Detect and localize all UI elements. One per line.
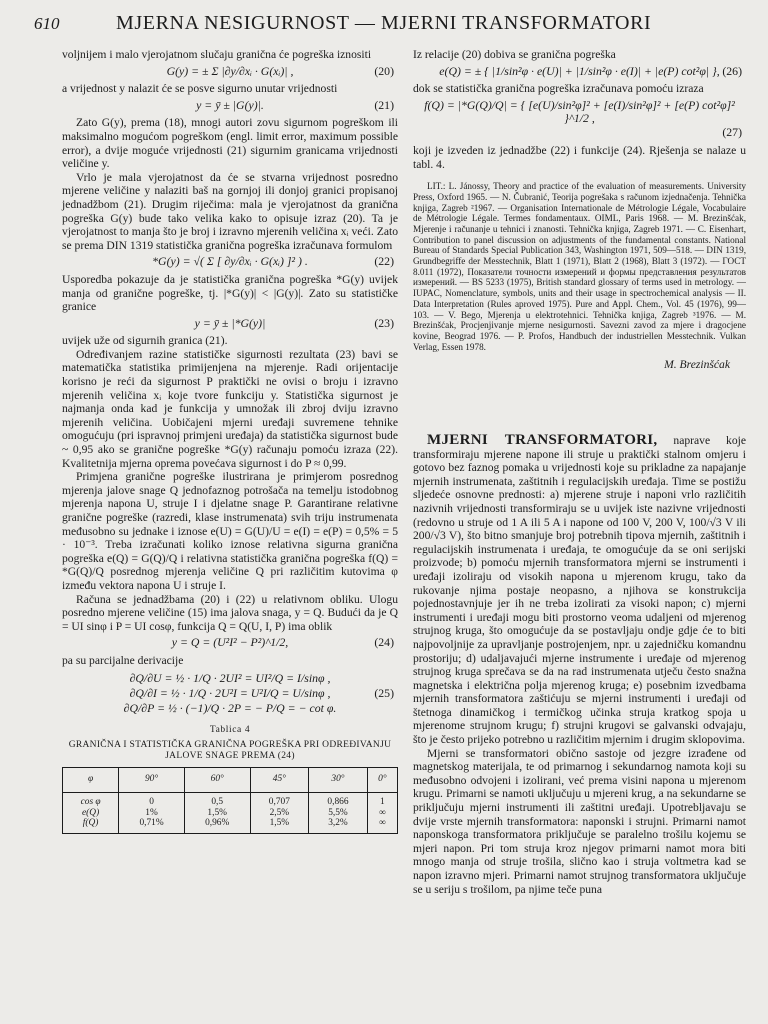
paragraph: a vrijednost y nalazit će se posve sigurno unutar vrijednosti xyxy=(62,82,338,96)
cell-value: 0,71% xyxy=(139,818,164,829)
table-cell xyxy=(184,793,250,834)
equation-text: y = ȳ ± |*G(y)| xyxy=(194,315,266,330)
equation-number: (23) xyxy=(374,315,394,330)
table-cell xyxy=(309,793,368,834)
paragraph: koji je izveden iz jednadžbe (22) i funkcije (24). Rješenja se nalaze u tabl. 4. xyxy=(413,143,746,171)
equation-24 xyxy=(62,636,398,650)
table-header: 60° xyxy=(184,768,250,793)
cell-value: 0,96% xyxy=(205,818,230,829)
equation-line: ∂Q/∂I = ½ · 1/Q · 2U²I = U²I/Q = U/sinφ , xyxy=(129,685,331,700)
equation-number: (20) xyxy=(374,63,394,78)
equation-text: y = Q = (U²I² − P²)^1/2, xyxy=(171,635,289,650)
paragraph: pa su parcijalne derivacije xyxy=(62,653,184,667)
table-header-row xyxy=(63,768,398,793)
equation-number: (21) xyxy=(374,97,394,112)
equation-text: f(Q) = |*G(Q)/Q| = { [e(U)/sin²φ]² + [e(I)/sin²φ]² + [e(P) cot²φ]² }^1/2 , xyxy=(424,97,735,126)
equation-number: (26) xyxy=(722,63,742,78)
cell-value: 3,2% xyxy=(328,818,348,829)
equation-20 xyxy=(62,65,398,79)
equation-23 xyxy=(62,317,398,331)
table-row-labels xyxy=(63,793,119,834)
table-cell xyxy=(367,793,397,834)
cell-value: 0,866 xyxy=(327,797,349,808)
cell-value: 1,5% xyxy=(269,818,290,829)
equation-text: G(y) = ± Σ |∂y/∂xᵢ · G(xᵢ)| , xyxy=(166,63,294,78)
equation-number: (25) xyxy=(374,685,394,700)
cell-value: ∞ xyxy=(379,807,386,818)
paragraph: Iz relacije (20) dobiva se granična pogreška xyxy=(413,48,616,61)
cell-value: 1,5% xyxy=(207,807,227,818)
table-cell xyxy=(119,793,185,834)
table-caption: Tablica 4 xyxy=(209,724,251,735)
equation-25 xyxy=(62,671,398,716)
table-header: 45° xyxy=(250,768,309,793)
table-header: 0° xyxy=(367,768,397,793)
cell-value: 5,5% xyxy=(328,807,348,818)
equation-21 xyxy=(62,99,398,113)
paragraph: Zato G(y), prema (18), mnogi autori zovu sigurnom pogreškom ili maksimalno mogućom pogreškom (engl. limit error, maximum possible error), a dvije moguće vrijednosti (21) sigurnim granicama vrijednosti veličine y. xyxy=(62,116,398,171)
cell-value: 0,5 xyxy=(211,797,224,808)
table-title: GRANIČNA I STATISTIČKA GRANIČNA POGREŠKA PRI ODREĐIVANJU JALOVE SNAGE PREMA (24) xyxy=(68,740,392,762)
article-title: MJERNI TRANSFORMATORI, xyxy=(427,432,658,448)
cell-value: ∞ xyxy=(379,818,386,829)
table-cell xyxy=(250,793,309,834)
paragraph: Računa se jednadžbama (20) i (22) u relativnom obliku. Ulogu posredno mjerene veličine (15) ima jalova snaga, y = Q. Budući da je Q = UI sinφ i P = UI cosφ, funkcija Q = Q(U, I, P) ima oblik xyxy=(62,592,398,633)
running-header: MJERNA NESIGURNOST — MJERNI TRANSFORMATORI xyxy=(116,12,652,34)
equation-number: (22) xyxy=(374,254,394,269)
equation-number: (27) xyxy=(722,125,742,140)
row-label: f(Q) xyxy=(82,818,99,829)
row-label: cos φ xyxy=(80,797,101,808)
equation-text: e(Q) = ± { |1/sin²φ · e(U)| + |1/sin²φ · e(I)| + |e(P) cot²φ| }, xyxy=(439,63,720,78)
paragraph: Mjerni se transformatori obično sastoje od jezgre izrađene od magnetskog materijala, te od primarnog i sekundarnog namota koji su međusobno odvojeni i izolirani, već prema visini napona u mjerenom krugu. Primarni se namoti uključuju u mjereni krug, a na sekundarne se priključuju mjerni instrumenti ili zaštitni uređaji. Upotrebljavaju se dvije vrste mjernih transformatora: naponski i strujni. Primarni namot naponskoga transformatora priključuje se paralelno trošilu kojemu se mjeri napon. Pri tom struja kroz njegov primarni namot mora biti mnogo manja od struje trošila, slično kao i struja voltmetra kad se napon izravno mjeri. Primarni namot strujnog transformatora uključuje se u seriju s trošilom, pa njime teče puna xyxy=(413,746,746,896)
article-text: naprave koje transformiraju mjerene napone ili struje u praktički stalnom omjeru i gotovo bez faznog pomaka u vrijednosti koje su prikladne za napajanje mjernih instrumenata, zaštitnih i regulacijskih uređaja. Time se postižu sljedeće osnovne prednosti: a) mjerene struje i naponi vrlo različitih nazivnih vrijednosti transformiraju se u uvijek iste nazivne vrijednosti (redovno u struje od 1 A ili 5 A i napone od 100 V, 200 V, 100/√3 V ili 200/√3 V), što bitno smanjuje broj potrebnih tipova mjernih, zaštitnih i regulacijskih instrumenata i uređaja, te omogućuje da se oni serijski proizvode; b) pomoću mjernih transformatora mjerni se instrumenti i uređaji izoliraju od visokih napona u mjerenom krugu, tako da rukovanje njima postaje neopasno, a njihova se konstrukcija pojednostavnjuje jer ih ne treba izolirati za visoki napon; c) mjerni instrumenti i uređaji mogu biti prostorno veoma udaljeni od mjerenog strujnog kruga, što omogućuje da se postavljaju ondje gdje će to biti najpovoljnije za upravljanje postrojenjem, npr. u zajedničku komandnu prostoriju; d) udaljavajući mjerne instrumente i uređaje od mjerenog strujnog kruga sprečava se da na rad instrumenata utječu često snažna magnetska i električna polja mjerenog kruga; e) posebnim izvedbama mjernih transformatora zaštićuju se mjerni instrumenti i uređaji od štetnoga dinamičkog i termičkog učinka struja kratkog spoja u mjerenome strujnom krugu; f) strujni krugovi se galvanski odvajaju, što je često prijeko potrebno u različitim mjernim i drugim sklopovima. xyxy=(413,434,746,747)
left-column xyxy=(62,48,398,834)
paragraph: dok se statistička granična pogreška izračunava pomoću izraza xyxy=(413,82,704,96)
equation-text: *G(y) = √( Σ [ ∂y/∂xᵢ · G(xᵢ) ]² ) . xyxy=(152,254,308,269)
cell-value: 0 xyxy=(149,797,154,808)
literature-list: LIT.: L. Jánossy, Theory and practice of the evaluation of measurements. University Press, Oxford 1965. — N. Čubranić, Teorija pogrešaka s računom izjednačenja. Tehnička knjiga, Zagreb ²1967. — Organisation Internationale de Métrologie Légale, Vocabulaire de Métrologie Légale. Termes fondamentaux. OIML, Paris 1968. — M. Brezinšćak, Mjerenje i računanje u tehnici i znanosti. Tehnička knjiga, Zagreb 1971. — C. Eisenhart, Contribution to panel discussion on adjustments of the fundamental constants. National Bureau of Standards Special Publication 343, Washington 1971, 509—518. — DIN 1319, Grundbegriffe der Messtechnik, Blatt 1 (1971), Blatt 2 (1968), Blatt 3 (1972). — ГОСТ 8.011 (1972), Показатели точности измерений и формы представления результатов измерений. — BS 5233 (1975), British standard glossary of terms used in metrology. — IUPAC, Nomenclature, symbols, units and their usage in spectrochemical analysis — II. Data Interpretation (Rules aproved 1975). Pure and Appl. Chem., Vol. 45 (1976), 99—103. — V. Bego, Mjerenja u elektrotehnici. Tehnička knjiga, Zagreb ³1976. — M. Brezinšćak, Procjenjivanje mjerne nesigurnosti. Savezni zavod za mjere i dragocjene kovine, Beograd 1976. — P. Profos, Handbuch der industriellen Messtechnik. Vulkan Verlag, Essen 1978. xyxy=(413,181,746,352)
paragraph: Primjena granične pogreške ilustrirana je primjerom posrednog mjerenja jalove snage Q jednofaznog potrošača na temelju istodobnog mjerenja napona U, struje I i djelatne snage P. Garantirane relativne granične pogreške (razredi, klase instrumenata) svih triju instrumenata međusobno su jednake i iznose e(U) = G(U)/U = e(I) = e(P) = 0,5% = 5 · 10⁻³. Treba izračunati koliko iznose relativna sigurna granična pogreška e(Q) = G(Q)/Q i relativna statistička granična pogreška f(Q) = *G(Q)/Q posrednog mjerenja veličine Q pri različitim kutovima φ između vektora napona U i struje I. xyxy=(62,470,398,592)
paragraph: voljnijem i malo vjerojatnom slučaju granična će pogreška iznositi xyxy=(62,48,372,61)
table-header: φ xyxy=(63,768,119,793)
table-row xyxy=(63,793,398,834)
paragraph: uvijek uže od sigurnih granica (21). xyxy=(62,334,228,348)
equation-27 xyxy=(413,99,746,140)
cell-value: 0,707 xyxy=(268,797,290,808)
article-intro xyxy=(413,434,746,747)
right-column xyxy=(413,48,746,896)
paragraph: Određivanjem razine statističke sigurnosti rezultata (23) bavi se matematička statistika primijenjena na mjerenje. Radi orijentacije korisno je reći da sigurnost P praktički ne ovisi o broju i izravno mjerenih veličina xᵢ koje tvore funkciju y. Statistička sigurnost je najmanja onda kad je funkcija y umnožak ili zbroj dviju izravno mjerenih veličina. Uobičajeni mjerni uređaji suvremene tehnike omogućuju (pri ispravnoj primjeni uređaja) da statistička sigurnost bude ~ 0,95 ako se granične pogreške *G(y) računaju pomoću izraza (22). Kvalitetnija mjerna oprema povećava sigurnost i do P ≈ 0,99. xyxy=(62,347,398,470)
paragraph: Usporedba pokazuje da je statistička granična pogreška *G(y) uvijek manja od granične pogreške, tj. |*G(y)| < |G(y)|. Zato su statističke granice xyxy=(62,272,398,314)
author-signature: M. Brezinšćak xyxy=(664,358,730,372)
equation-line: ∂Q/∂U = ½ · 1/Q · 2UI² = UI²/Q = I/sinφ , xyxy=(129,670,331,685)
cell-value: 1 xyxy=(380,797,385,808)
page-number: 610 xyxy=(34,14,60,33)
row-label: e(Q) xyxy=(82,807,100,818)
table-header: 90° xyxy=(119,768,185,793)
equation-text: y = ȳ ± |G(y)|. xyxy=(196,97,264,112)
cell-value: 1% xyxy=(145,807,158,818)
equation-number: (24) xyxy=(374,635,394,650)
equation-line: ∂Q/∂P = ½ · (−1)/Q · 2P = − P/Q = − cot φ. xyxy=(123,700,337,715)
table-header: 30° xyxy=(309,768,368,793)
paragraph: Vrlo je mala vjerojatnost da će se stvarna vrijednost posredno mjerene veličine y nalaziti baš na gornjoj ili donjoj granici propisanoj jednadžbom (21). Drugim riječima: mala je vjerojatnost da granična pogreška G(y) bude tako velika kako to opisuje izraz (20). Ta je vjerojatnost to manja što je broj i izravno mjerenih veličina xᵢ veći. Zato se prema DIN 1319 statistička granična pogreška izračunava formulom xyxy=(62,170,398,252)
error-table xyxy=(62,767,398,834)
equation-26 xyxy=(413,65,746,79)
cell-value: 2,5% xyxy=(269,807,290,818)
equation-22 xyxy=(62,255,398,269)
